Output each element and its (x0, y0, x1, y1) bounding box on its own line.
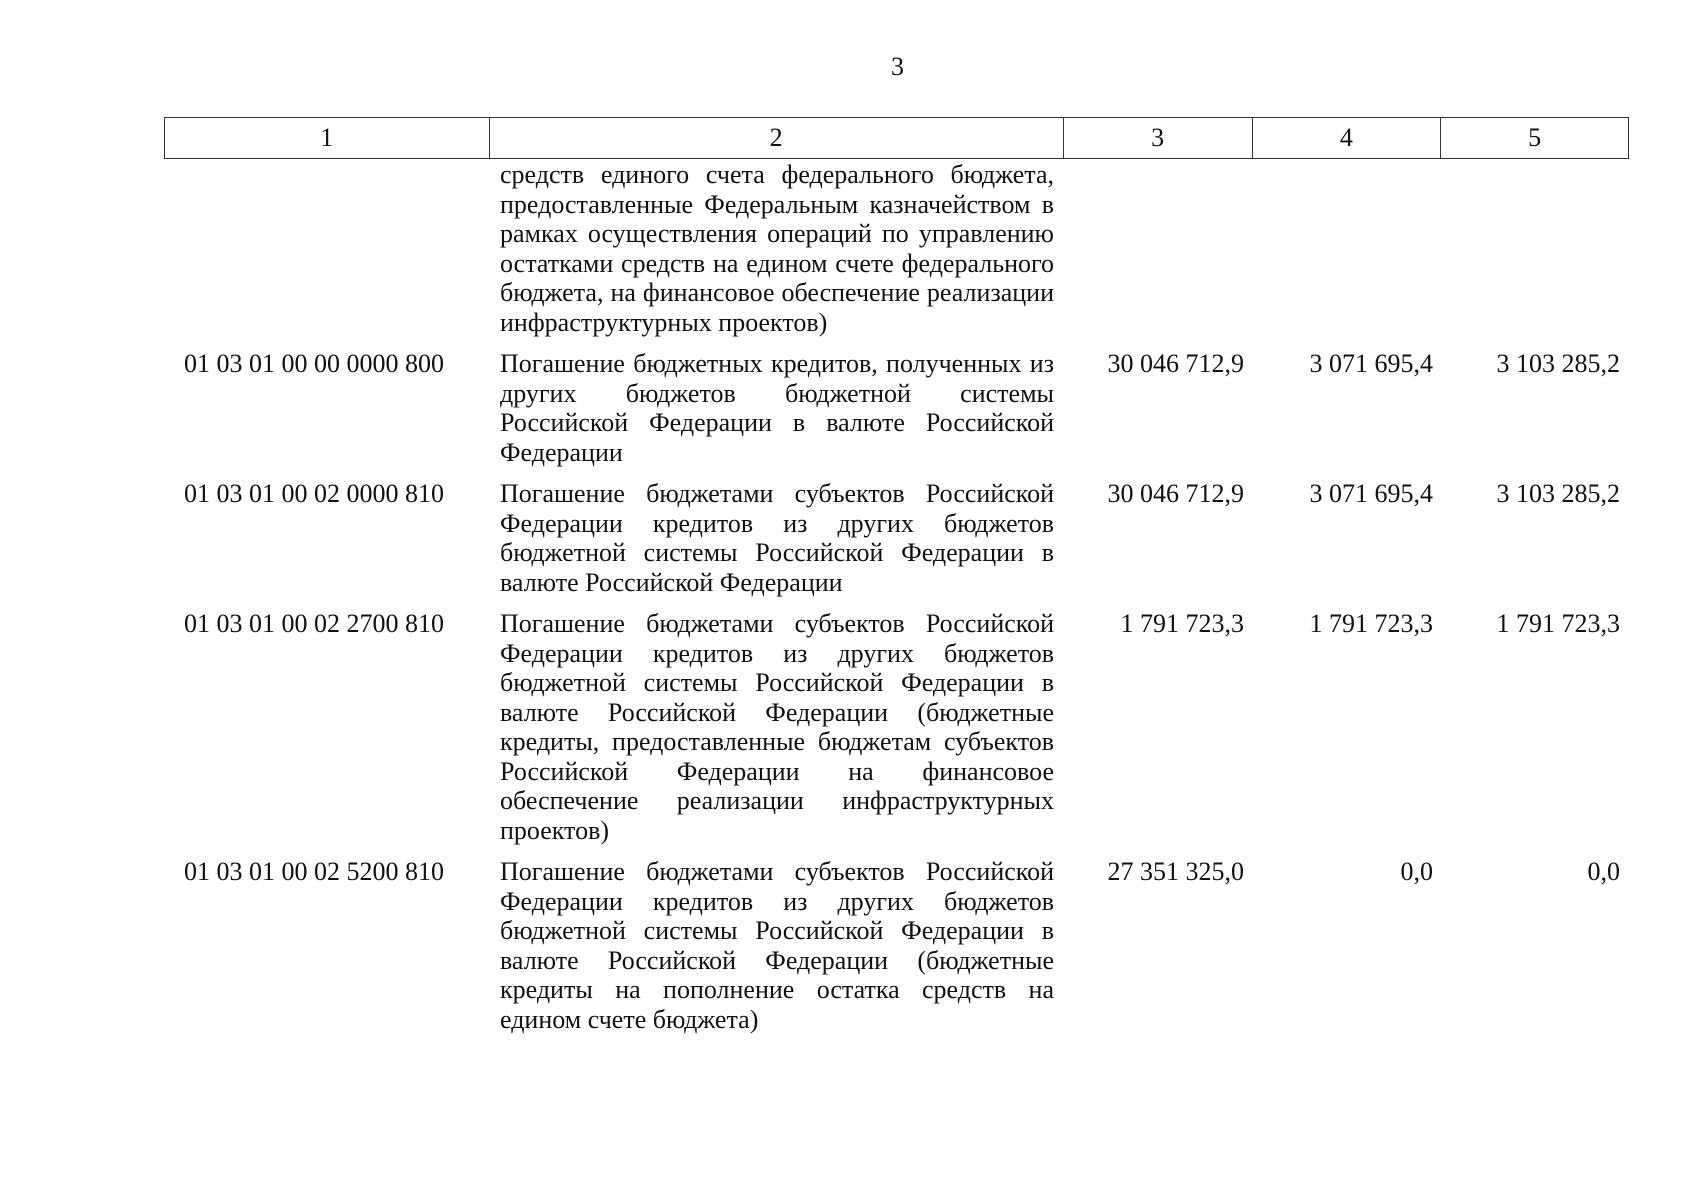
column-header-3: 3 (1064, 118, 1253, 158)
row-description: Погашение бюджетных кредитов, полученных из других бюджетов бюджетной системы Российской Федерации в валюте Российской Федерации (500, 349, 1054, 467)
value-col-3 (1064, 160, 1253, 337)
value-col-5: 3 103 285,2 (1496, 479, 1620, 508)
value-col-4: 3 071 695,4 (1309, 349, 1433, 378)
column-header-4: 4 (1253, 118, 1442, 158)
value-col-3: 1 791 723,3 (1120, 609, 1244, 638)
value-col-4 (1253, 160, 1442, 337)
table-row (164, 609, 1629, 845)
value-col-3: 30 046 712,9 (1107, 349, 1244, 378)
value-col-3: 30 046 712,9 (1107, 479, 1244, 508)
column-header-1: 1 (165, 118, 490, 158)
column-header-5: 5 (1528, 123, 1542, 152)
budget-code: 01 03 01 00 00 0000 800 (184, 349, 444, 378)
table-header (164, 117, 1629, 159)
value-col-5: 1 791 723,3 (1496, 609, 1620, 638)
table-row (164, 349, 1629, 467)
row-description: средств единого счета федерального бюджета, предоставленные Федеральным казначейством в рамках осуществления операций по управлению остатками средств на едином счете федерального бюджета, на финансовое обеспечение реализации инфраструктурных проектов) (500, 160, 1054, 337)
value-col-5: 0,0 (1587, 857, 1620, 886)
table-row (164, 160, 1629, 337)
table-row (164, 479, 1629, 597)
row-description: Погашение бюджетами субъектов Российской Федерации кредитов из других бюджетов бюджетной системы Российской Федерации в валюте Российской Федерации (500, 479, 1054, 597)
budget-code (164, 160, 489, 337)
row-description: Погашение бюджетами субъектов Российской Федерации кредитов из других бюджетов бюджетной системы Российской Федерации в валюте Российской Федерации (бюджетные кредиты, предоставленные бюджетам субъектов Российской Федерации на финансовое обеспечение реализации инфраструктурных проектов) (500, 609, 1054, 845)
budget-code: 01 03 01 00 02 0000 810 (184, 479, 444, 508)
value-col-4: 3 071 695,4 (1309, 479, 1433, 508)
row-description: Погашение бюджетами субъектов Российской Федерации кредитов из других бюджетов бюджетной системы Российской Федерации в валюте Российской Федерации (бюджетные кредиты на пополнение остатка средств на едином счете бюджета) (500, 857, 1054, 1034)
column-header-2: 2 (490, 118, 1064, 158)
table-body (164, 160, 1629, 1034)
value-col-4: 1 791 723,3 (1309, 609, 1433, 638)
value-col-5: 3 103 285,2 (1496, 349, 1620, 378)
value-col-4: 0,0 (1400, 857, 1433, 886)
value-col-3: 27 351 325,0 (1107, 857, 1244, 886)
table-row (164, 857, 1629, 1034)
page-number: 3 (891, 52, 904, 81)
value-col-5 (1442, 160, 1629, 337)
budget-code: 01 03 01 00 02 5200 810 (184, 857, 444, 886)
budget-code: 01 03 01 00 02 2700 810 (184, 609, 444, 638)
